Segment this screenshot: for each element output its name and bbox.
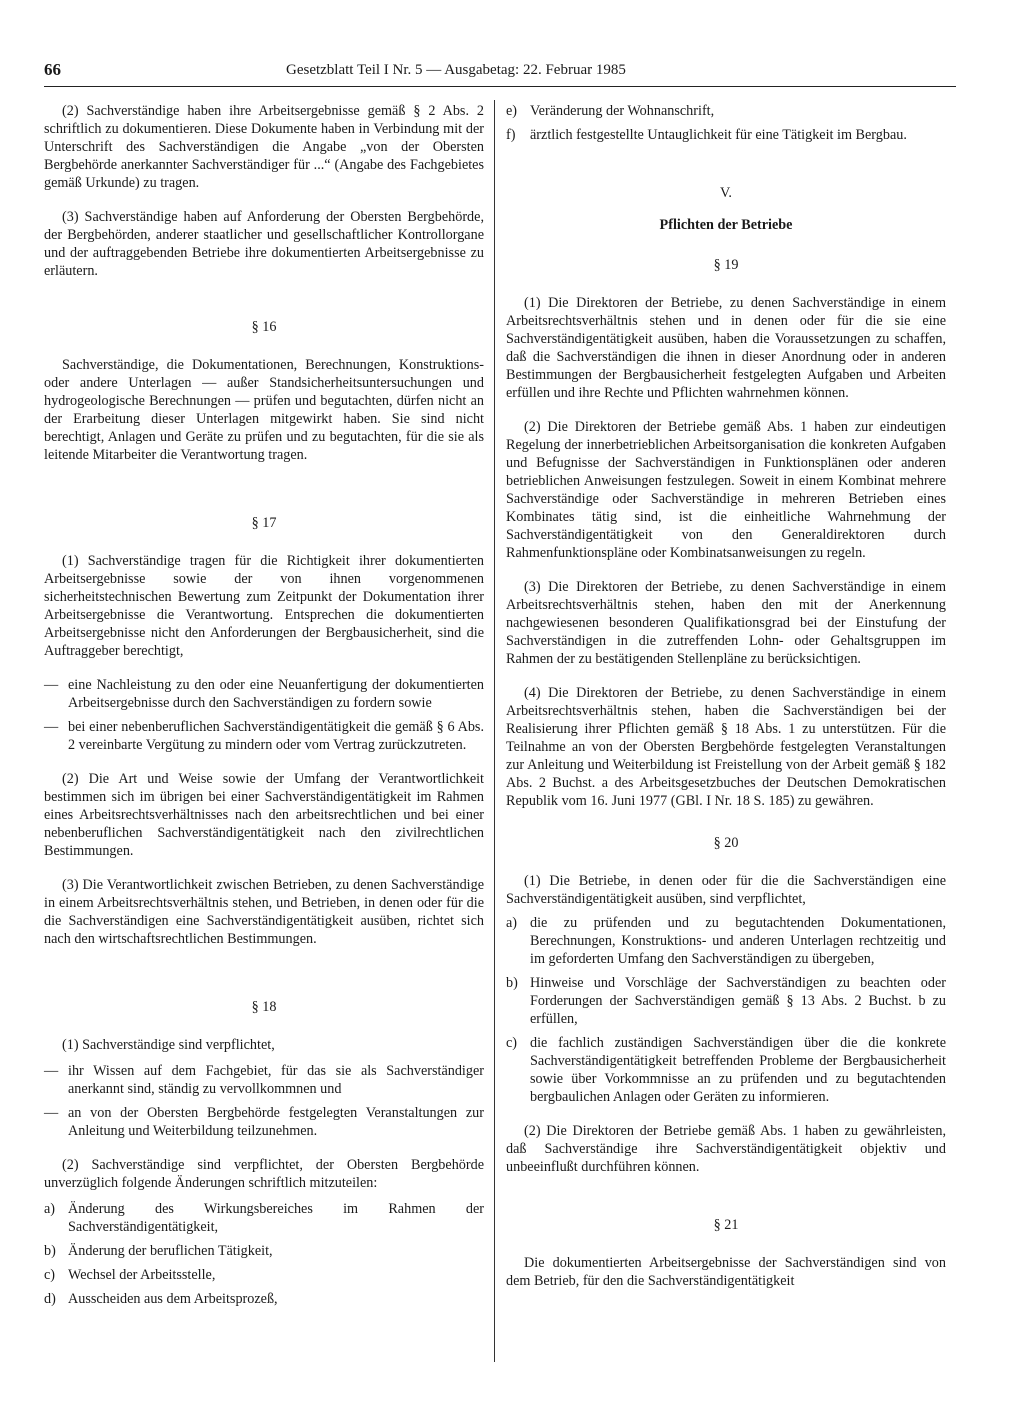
right-column [506,102,946,1306]
section-20-title: § 20 [713,835,739,851]
paragraph-17-3: (3) Die Verantwortlichkeit zwischen Betrieben, zu denen Sachverständige in einem Arbeitsrechtsverhältnis stehen, und Betrieben, in denen oder für die die Sachverständigen eine Sachverständigentätigkeit ausüben, richtet sich nach den wirtschaftsrechtlichen Bestimmungen. [44,877,484,947]
dash-marker: — [44,719,59,735]
dash-marker: — [44,1063,59,1079]
list-item: — eine Nachleistung zu den oder eine Neuanfertigung der dokumentierten Arbeitsergebnisse durch den Sachverständigen zu fordern sowie [44,677,484,711]
paragraph-16: Sachverständige, die Dokumentationen, Berechnungen, Konstruktions- oder andere Unterlagen — außer Standsicherheitsuntersuchungen und hydrogeologische Berechnungen — prüfen und begutachten, dürfen nicht an der Erarbeitung dieser Unterlagen mitgewirkt haben. Sie sind nicht berechtigt, Anlagen und Geräte zu prüfen und zu begutachten, für die sie als leitende Mitarbeiter die Verantwortung tragen. [44,357,484,463]
section-18-title: § 18 [251,999,277,1015]
list-item: — bei einer nebenberuflichen Sachverständigentätigkeit die gemäß § 6 Abs. 2 vereinbarte Vergütung zu mindern oder vom Vertrag zurückzutreten. [44,719,484,753]
page-header [44,58,956,87]
list-item: a) Änderung des Wirkungsbereiches im Rahmen der Sachverständigentätigkeit, [44,1201,484,1235]
dash-marker: — [44,677,59,693]
section-19-title: § 19 [713,257,739,273]
column-divider [494,100,495,1362]
list-20-1 [506,914,946,1106]
list-18-2 [44,1200,484,1308]
paragraph-18-1: (1) Sachverständige sind verpflichtet, [62,1037,275,1053]
list-item: d) Ausscheiden aus dem Arbeitsprozeß, [44,1291,278,1307]
section-17-title: § 17 [251,515,277,531]
chapter-number: V. [720,185,732,201]
paragraph-19-2: (2) Die Direktoren der Betriebe gemäß Abs. 1 haben zur eindeutigen Regelung der innerbetrieblichen Arbeitsorganisation die konkreten Aufgaben und Befugnisse der Sachverständigen in Funktionsplänen oder anderen betrieblichen Anweisungen festzulegen. Soweit in einem Kombinat mehrere Sachverständige oder Sachverständige in mehreren Betrieben eines Kombinates tätig sind, ist die einheitliche Wahrnehmung der Sachverständigentätigkeit von den Generaldirektoren durch Rahmenfunktionspläne oder Kombinatsanweisungen zu regeln. [506,419,946,561]
dash-marker: — [44,1105,59,1121]
paragraph-18-2: (2) Sachverständige sind verpflichtet, der Obersten Bergbehörde unverzüglich folgende Änderungen schriftlich mitzuteilen: [44,1157,484,1191]
chapter-title: Pflichten der Betriebe [659,217,793,233]
list-18-1 [44,1062,484,1140]
list-item: — an von der Obersten Bergbehörde festgelegten Veranstaltungen zur Anleitung und Weiterbildung teilzunehmen. [44,1105,484,1139]
list-item: a) die zu prüfenden und zu begutachtenden Dokumentationen, Berechnungen, Konstruktions- und anderen Unterlagen rechtzeitig und im geforderten Umfang den Sachverständigen zu übergeben, [506,915,946,967]
list-item: c) die fachlich zuständigen Sachverständigen über die die konkrete Sachverständigentätigkeit betreffenden Probleme der Bergbausicherheit sowie über Vorkommnisse an zu prüfenden und zu begutachtenden bergbaulichen Anlagen oder Geräten zu informieren. [506,1035,946,1105]
paragraph-20-1: (1) Die Betriebe, in denen oder für die die Sachverständigen eine Sachverständigentätigkeit ausüben, sind verpflichtet, [506,873,946,907]
paragraph-19-4: (4) Die Direktoren der Betriebe, zu denen Sachverständige in einem Arbeitsrechtsverhältnis stehen, haben die Sachverständigen bei der Realisierung ihrer Pflichten gemäß § 18 Abs. 1 zu unterstützen. Für die Teilnahme an von der Obersten Bergbehörde festgelegten Veranstaltungen zur Anleitung und Weiterbildung ist Freistellung von der Arbeit gemäß § 182 Abs. 2 Buchst. a des Arbeitsgesetzbuches der Deutschen Demokratischen Republik vom 16. Juni 1977 (GBl. I Nr. 18 S. 185) zu gewähren. [506,685,946,809]
paragraph-15-2: (2) Sachverständige haben ihre Arbeitsergebnisse gemäß § 2 Abs. 2 schriftlich zu dokumentieren. Diese Dokumente haben in Verbindung mit der Unterschrift des Sachverständigen die Angabe „von der Obersten Bergbehörde anerkannter Sachverständiger für ...“ (Angabe des Fachgebietes gemäß Urkunde) zu tragen. [44,103,484,191]
section-21-title: § 21 [713,1217,739,1233]
page-number: 66 [44,60,61,79]
paragraph-19-1: (1) Die Direktoren der Betriebe, zu denen Sachverständige in einem Arbeitsrechtsverhältnis stehen und in denen oder für die sie eine Sachverständigentätigkeit ausüben, haben die Voraussetzungen zu schaffen, daß die Sachverständigen die ihnen in dieser Anordnung oder in anderen Bestimmungen der Bergbausicherheit festgelegten Aufgaben und Arbeiten erfüllen und ihre Rechte und Pflichten wahrnehmen können. [506,295,946,401]
list-item: — ihr Wissen auf dem Fachgebiet, für das sie als Sachverständiger anerkannt sind, ständig zu vervollkommnen und [44,1063,484,1097]
list-item: b) Änderung der beruflichen Tätigkeit, [44,1243,273,1259]
paragraph-17-1: (1) Sachverständige tragen für die Richtigkeit ihrer dokumentierten Arbeitsergebnisse sowie der von ihnen vorgenommenen sicherheitstechnischen Bewertung zum Zeitpunkt der Dokumentation ihrer Arbeitsergebnisse die Verantwortung. Entsprechen die dokumentierten Arbeitsergebnisse nicht den Anforderungen der Bergbausicherheit, sind die Auftraggeber berechtigt, [44,553,484,659]
paragraph-21: Die dokumentierten Arbeitsergebnisse der Sachverständigen sind von dem Betrieb, für den die Sachverständigentätigkeit [506,1255,946,1289]
paragraph-19-3: (3) Die Direktoren der Betriebe, zu denen Sachverständige in einem Arbeitsrechtsverhältnis stehen, haben den mit der Anerkennung nachgewiesenen besonderen Qualifikationsgrad bei der Einstufung der Sachverständigen in die zutreffenden Lohn- oder Gehaltsgruppen im Rahmen der zu bestätigenden Stellenpläne zu berücksichtigen. [506,579,946,667]
header-title: Gesetzblatt Teil I Nr. 5 — Ausgabetag: 22. Februar 1985 [286,62,626,78]
paragraph-17-2: (2) Die Art und Weise sowie der Umfang der Verantwortlichkeit bestimmen sich im übrigen bei einer Sachverständigentätigkeit im Rahmen eines Arbeitsrechtsverhältnisses nach den arbeitsrechtlichen und bei einer nebenberuflichen Sachverständigentätigkeit nach den zivilrechtlichen Bestimmungen. [44,771,484,859]
list-17-1 [44,676,484,754]
paragraph-15-3: (3) Sachverständige haben auf Anforderung der Obersten Bergbehörde, der Bergbehörden, anderer staatlicher und gesellschaftlicher Kontrollorgane und der auftraggebenden Betriebe ihre dokumentierten Arbeitsergebnisse zu erläutern. [44,209,484,279]
section-16-title: § 16 [251,319,277,335]
list-item: b) Hinweise und Vorschläge der Sachverständigen zu beachten oder Forderungen der Sachverständigen gemäß § 13 Abs. 2 Buchst. b zu erfüllen, [506,975,946,1027]
list-18-2-continued [506,102,946,144]
list-item: c) Wechsel der Arbeitsstelle, [44,1267,216,1283]
left-column [44,102,484,1324]
paragraph-20-2: (2) Die Direktoren der Betriebe gemäß Abs. 1 haben zu gewährleisten, daß Sachverständige ihre Sachverständigentätigkeit objektiv und unbeeinflußt durchführen können. [506,1123,946,1175]
list-item: f) ärztlich festgestellte Untauglichkeit für eine Tätigkeit im Bergbau. [506,127,907,143]
list-item: e) Veränderung der Wohnanschrift, [506,103,715,119]
